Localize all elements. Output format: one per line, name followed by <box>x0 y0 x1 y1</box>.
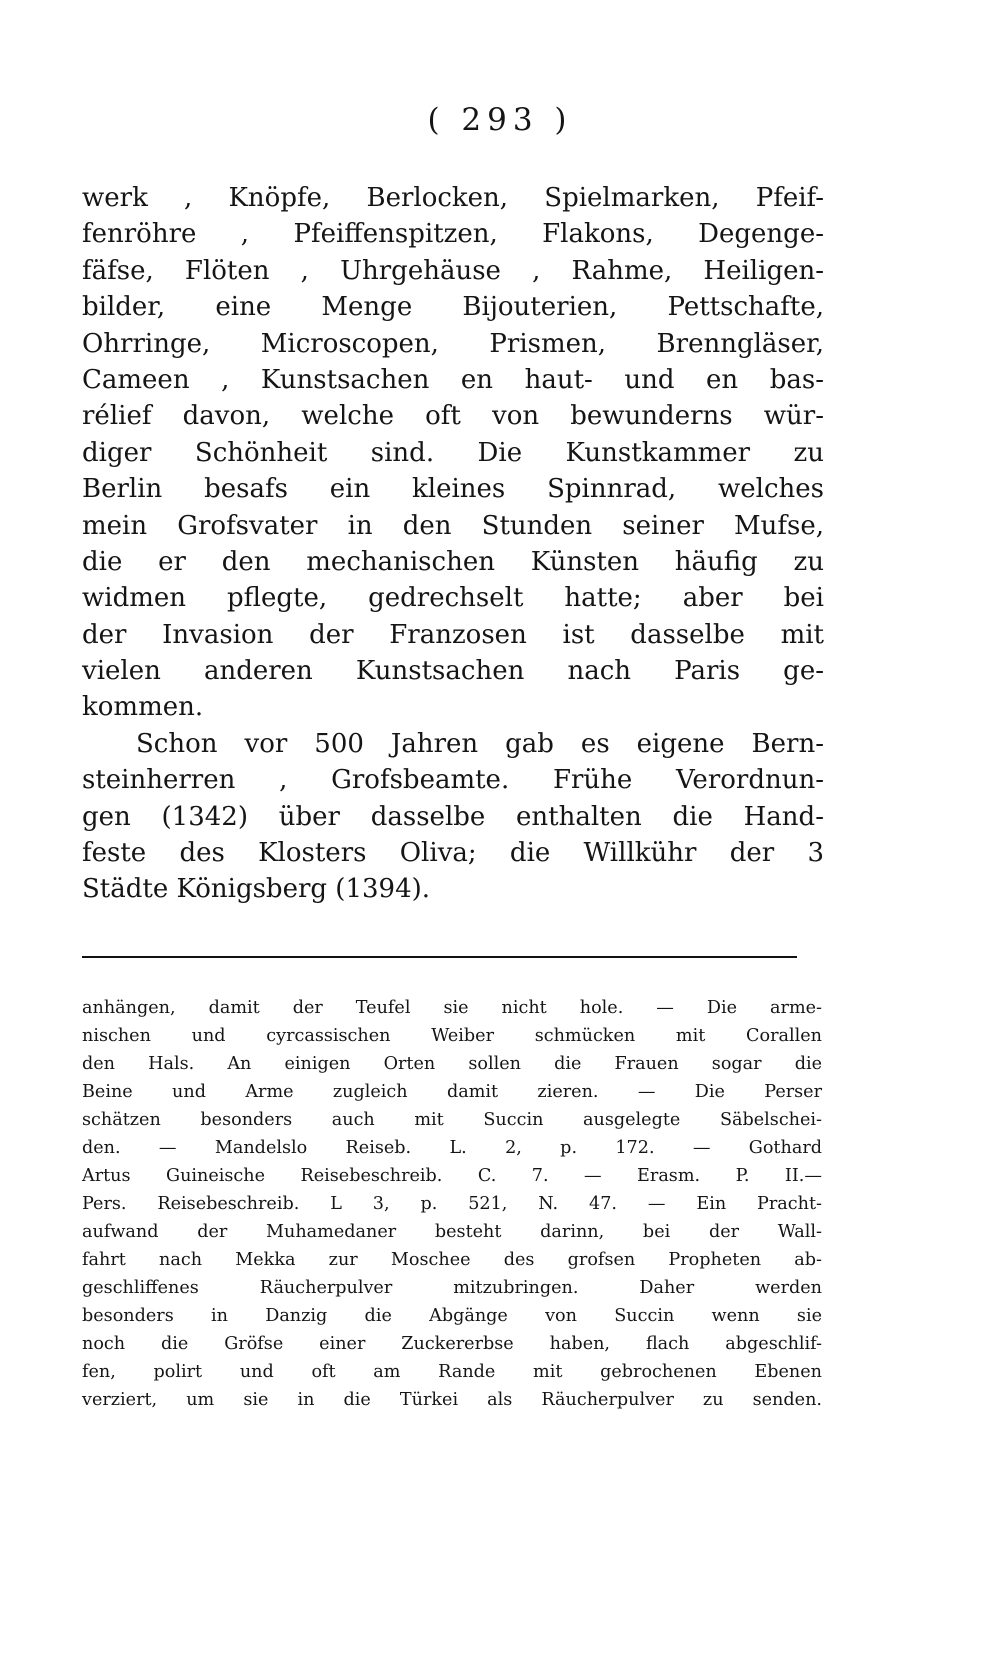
footnote-line: nischen und cyrcassischen Weiber schmücken mit Corallen <box>82 1026 822 1046</box>
footnote-line: Pers. Reisebeschreib. L 3, p. 521, N. 47. — Ein Pracht- <box>82 1194 822 1214</box>
footnote-line: noch die Gröfse einer Zuckererbse haben, flach abgeschlif- <box>82 1334 822 1354</box>
footnote-line: den. — Mandelslo Reiseb. L. 2, p. 172. — Gothard <box>82 1138 822 1158</box>
main-text-line: mein Grofsvater in den Stunden seiner Mufse, <box>82 510 824 541</box>
main-text-line: rélief davon, welche oft von bewunderns wür- <box>82 401 824 432</box>
main-text-line: werk , Knöpfe, Berlocken, Spielmarken, Pfeif- <box>82 183 824 213</box>
main-text-line: Schon vor 500 Jahren gab es eigene Bern- <box>136 728 824 759</box>
footnote-line: aufwand der Muhamedaner besteht darinn, bei der Wall- <box>82 1222 822 1242</box>
main-text-line: bilder, eine Menge Bijouterien, Pettschafte, <box>82 292 824 323</box>
main-text-block <box>82 180 824 908</box>
footnote-line: fen, polirt und oft am Rande mit gebrochenen Ebenen <box>82 1362 822 1382</box>
footnote-line: fahrt nach Mekka zur Moschee des grofsen Propheten ab- <box>82 1250 822 1270</box>
footnote-line: besonders in Danzig die Abgänge von Succin wenn sie <box>82 1306 822 1326</box>
main-text-line: fäfse, Flöten , Uhrgehäuse , Rahme, Heiligen- <box>82 255 824 286</box>
main-text-line: Städte Königsberg (1394). <box>82 874 431 905</box>
main-text-line: feste des Klosters Oliva; die Willkühr der 3 <box>82 838 824 869</box>
footnote-block <box>82 994 822 1414</box>
footnote-line: geschliffenes Räucherpulver mitzubringen. Daher werden <box>82 1278 822 1298</box>
footnote-line: schätzen besonders auch mit Succin ausgelegte Säbelschei- <box>82 1110 822 1130</box>
main-text-line: Cameen , Kunstsachen en haut- und en bas- <box>82 364 824 395</box>
main-text-line: der Invasion der Franzosen ist dasselbe mit <box>82 619 824 650</box>
footnote-line: Beine und Arme zugleich damit zieren. — Die Perser <box>82 1082 822 1102</box>
main-text-line: kommen. <box>82 692 204 723</box>
main-text-line: steinherren , Grofsbeamte. Frühe Verordnun- <box>82 765 824 796</box>
footnote-divider <box>82 956 797 958</box>
main-text-line: die er den mechanischen Künsten häufig zu <box>82 546 824 577</box>
footnote-line: Artus Guineische Reisebeschreib. C. 7. — Erasm. P. II.— <box>82 1166 822 1186</box>
footnote-line: den Hals. An einigen Orten sollen die Frauen sogar die <box>82 1054 822 1074</box>
footnote-line: verziert, um sie in die Türkei als Räucherpulver zu senden. <box>82 1390 822 1410</box>
main-text-line: diger Schönheit sind. Die Kunstkammer zu <box>82 437 824 468</box>
main-text-line: Ohrringe, Microscopen, Prismen, Brenngläser, <box>82 328 824 359</box>
page-number: ( 293 ) <box>427 102 573 138</box>
main-text-line: vielen anderen Kunstsachen nach Paris ge- <box>82 656 824 687</box>
main-text-line: fenröhre , Pfeiffenspitzen, Flakons, Degenge- <box>82 219 824 250</box>
footnote-line: anhängen, damit der Teufel sie nicht hole. — Die arme- <box>82 998 822 1018</box>
main-text-line: Berlin besafs ein kleines Spinnrad, welches <box>82 474 824 505</box>
main-text-line: widmen pflegte, gedrechselt hatte; aber bei <box>82 583 824 614</box>
main-text-line: gen (1342) über dasselbe enthalten die Hand- <box>82 801 824 832</box>
